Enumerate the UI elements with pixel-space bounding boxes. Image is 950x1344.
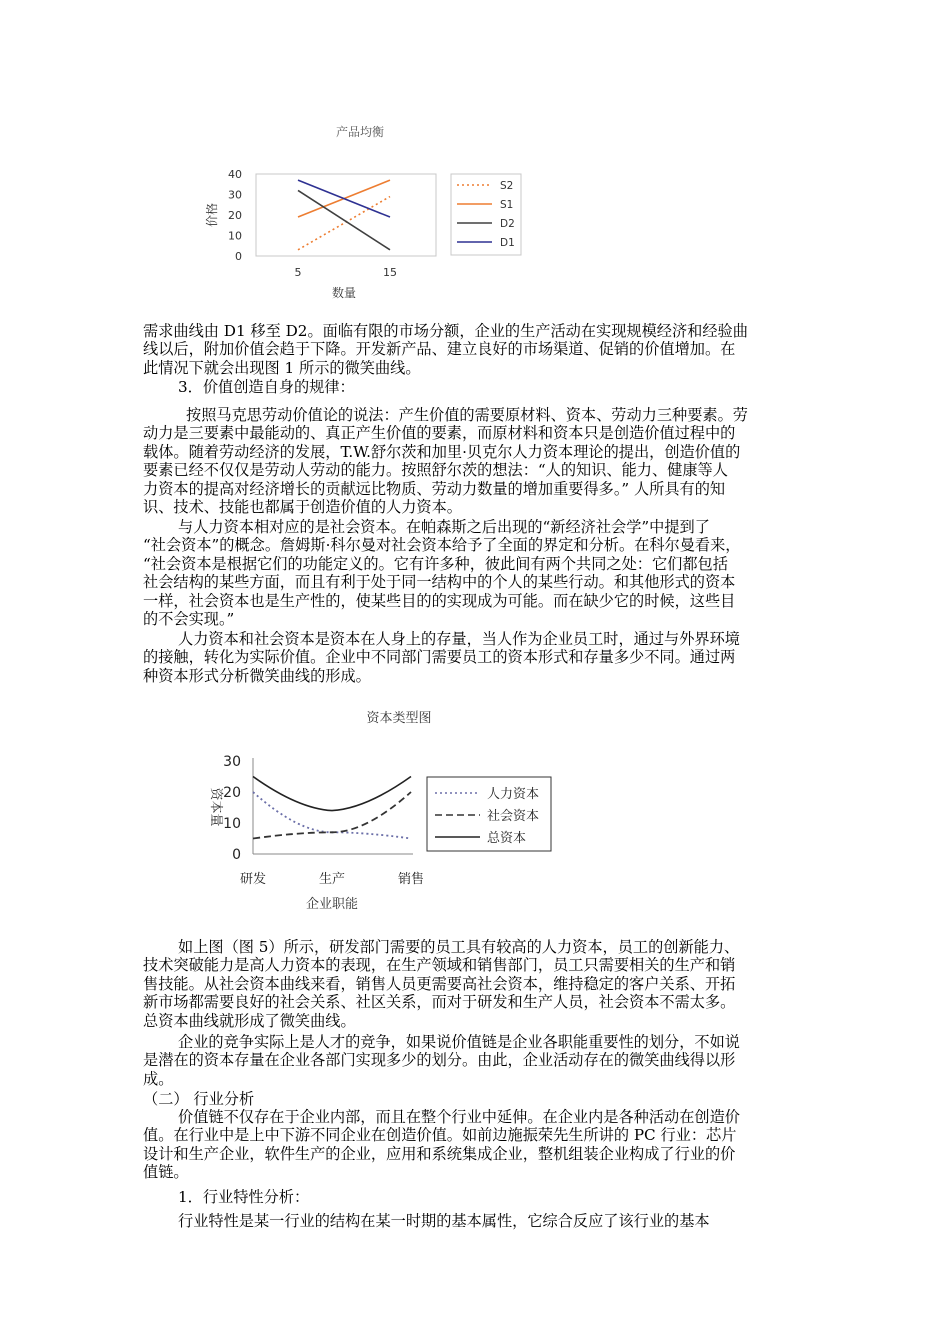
text-line: 线以后，附加价值会趋于下降。开发新产品、建立良好的市场渠道、促销的价值增加。在 <box>143 340 736 359</box>
chart1-title: 产品均衡 <box>335 125 385 139</box>
text-line: 社会结构的某些方面，而且有利于处于同一结构中的个人的某些行动。和其他形式的资本 <box>143 573 736 592</box>
text-line: 值。在行业中是上中下游不同企业在创造价值。如前边施振荣先生所讲的 PC 行业：芯片 <box>143 1126 737 1145</box>
paragraph-industry-characteristics <box>143 1212 811 1230</box>
heading-value-creation-rule <box>178 378 846 396</box>
chart2-svg <box>195 700 565 920</box>
text-line: 价值链不仅存在于企业内部，而且在整个行业中延伸。在企业内是各种活动在创造价 <box>178 1108 740 1126</box>
paragraph-marx-labor-value <box>143 406 811 516</box>
chart2-title: 资本类型图 <box>366 711 432 726</box>
chart1-plot-frame <box>256 174 436 256</box>
chart1-ytick-label: 0 <box>235 250 242 263</box>
chart2-series-line-总资本 <box>253 777 411 811</box>
text-line: 值链。 <box>143 1163 189 1182</box>
chart1-ytick-label: 30 <box>228 188 242 202</box>
text-line: 总资本曲线就形成了微笑曲线。 <box>143 1011 356 1030</box>
chart1-legend-label: D1 <box>500 237 515 249</box>
text-line: 的不会实现。” <box>143 610 235 629</box>
text-line: 行业特性是某一行业的结构在某一时期的基本属性，它综合反应了该行业的基本 <box>178 1212 710 1230</box>
text-line: 与人力资本相对应的是社会资本。在帕森斯之后出现的“新经济社会学”中提到了 <box>178 518 710 536</box>
chart1-xtick-label: 15 <box>383 266 397 279</box>
text-line: 载体。随着劳动经济的发展，T.W.舒尔茨和加里·贝克尔人力资本理论的提出，创造价值的 <box>143 442 741 461</box>
text-line: 需求曲线由 D1 移至 D2。面临有限的市场分额，企业的生产活动在实现规模经济和经验曲 <box>143 322 748 340</box>
chart2-xtick-label: 研发 <box>239 872 267 887</box>
chart1-xtick-label: 5 <box>294 266 302 279</box>
chart2-legend-label: 总资本 <box>487 831 527 846</box>
chart1-ylabel: 价格 <box>205 202 219 228</box>
text-line: 人力资本和社会资本是资本在人身上的存量，当人作为企业员工时，通过与外界环境 <box>178 630 740 648</box>
chart2-ytick-label: 20 <box>223 785 241 801</box>
chart1-svg <box>200 120 540 310</box>
chart1-xlabel: 数量 <box>331 286 357 300</box>
text-line: 售技能。从社会资本曲线来看，销售人员更需要高社会资本，维持稳定的客户关系、开拓 <box>143 974 736 993</box>
paragraph-industry-value-chain <box>143 1108 811 1182</box>
text-line: “社会资本是根据它们的功能定义的。它有许多种，彼此间有两个共同之处：它们都包括 <box>143 554 728 573</box>
chart1-legend-label: D2 <box>500 218 515 230</box>
paragraph-figure5-analysis <box>143 938 811 1030</box>
chart1-ytick-label: 40 <box>228 168 242 181</box>
paragraph-capital-stock <box>143 630 811 685</box>
text-line: 一样，社会资本也是生产性的，使某些目的的实现成为可能。而在缺少它的时候，这些目 <box>143 591 736 610</box>
chart1-legend-label: S2 <box>500 180 514 192</box>
text-line: （二） 行业分析 <box>143 1090 255 1108</box>
text-line: 识、技术、技能也都属于创造价值的人力资本。 <box>143 498 462 517</box>
chart1-ytick-label: 10 <box>228 229 242 243</box>
chart-product-equilibrium <box>200 120 540 310</box>
text-line: 种资本形式分析微笑曲线的形成。 <box>143 666 371 685</box>
chart2-legend-label: 人力资本 <box>487 787 540 802</box>
text-line: 动力是三要素中最能动的、真正产生价值的要素，而原材料和资本只是创造价值过程中的 <box>143 424 736 443</box>
text-line: 新市场都需要良好的社会关系、社区关系，而对于研发和生产人员，社会资本不需太多。 <box>143 993 736 1012</box>
text-line: 是潜在的资本存量在企业各部门实现多少的划分。由此，企业活动存在的微笑曲线得以形 <box>143 1051 736 1070</box>
chart2-xlabel: 企业职能 <box>305 897 359 912</box>
chart2-series-line-社会资本 <box>253 792 411 839</box>
text-line: 力资本的提高对经济增长的贡献远比物质、劳动力数量的增加重要得多。” 人所具有的知 <box>143 479 726 498</box>
chart2-ytick-label: 30 <box>223 754 241 770</box>
text-line: 此情况下就会出现图 1 所示的微笑曲线。 <box>143 358 421 377</box>
paragraph-demand-shift <box>143 322 811 377</box>
text-line: 企业的竞争实际上是人才的竞争，如果说价值链是企业各职能重要性的划分，不如说 <box>178 1033 740 1051</box>
text-line: 设计和生产企业，软件生产的企业，应用和系统集成企业，整机组装企业构成了行业的价 <box>143 1144 736 1163</box>
heading-industry-analysis <box>143 1090 811 1108</box>
text-line: 要素已经不仅仅是劳动人劳动的能力。按照舒尔茨的想法：“人的知识、能力、健康等人 <box>143 461 728 480</box>
paragraph-talent-competition <box>143 1033 811 1088</box>
heading-industry-characteristics <box>178 1188 846 1206</box>
chart-capital-types <box>195 700 565 920</box>
text-line: 的接触，转化为实际价值。企业中不同部门需要员工的资本形式和存量多少不同。通过两 <box>143 648 736 667</box>
chart2-ytick-label: 10 <box>223 816 241 832</box>
chart2-ytick-label: 0 <box>232 847 241 863</box>
chart2-xtick-label: 销售 <box>397 872 425 887</box>
chart2-ylabel: 资本量 <box>208 787 223 827</box>
chart1-ytick-label: 20 <box>228 209 242 222</box>
chart2-xtick-label: 生产 <box>318 872 346 887</box>
text-line: 技术突破能力是高人力资本的表现，在生产领域和销售部门，员工只需要相关的生产和销 <box>143 956 736 975</box>
text-line: 成。 <box>143 1069 174 1088</box>
text-line: 按照马克思劳动价值论的说法：产生价值的需要原材料、资本、劳动力三种要素。劳 <box>186 406 748 424</box>
chart2-legend-label: 社会资本 <box>487 809 540 824</box>
chart1-legend-label: S1 <box>500 199 514 211</box>
text-line: 3．价值创造自身的规律： <box>178 378 355 396</box>
text-line: 1．行业特性分析： <box>178 1188 310 1206</box>
text-line: “社会资本”的概念。詹姆斯·科尔曼对社会资本给予了全面的界定和分析。在科尔曼看来， <box>143 536 741 555</box>
paragraph-social-capital <box>143 518 811 628</box>
text-line: 如上图（图 5）所示，研发部门需要的员工具有较高的人力资本，员工的创新能力、 <box>178 938 740 956</box>
